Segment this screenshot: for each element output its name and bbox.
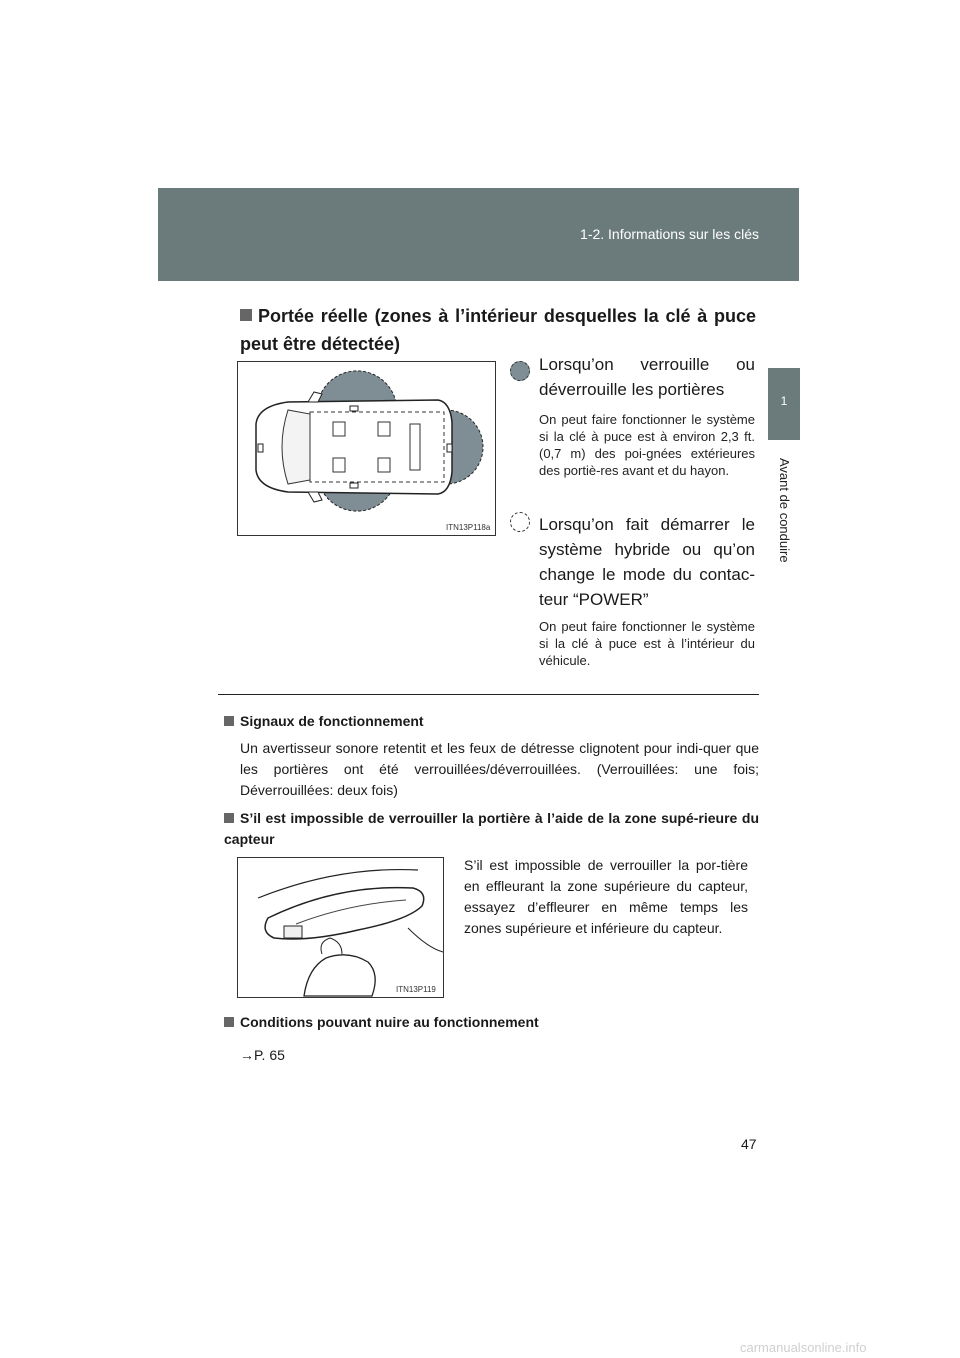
figure-code: ITN13P119: [396, 985, 436, 994]
square-bullet-icon: [224, 813, 234, 823]
page-reference-link[interactable]: →P. 65: [240, 1047, 285, 1063]
note-title-conditions: [224, 1012, 759, 1033]
section-divider: [218, 694, 759, 695]
chapter-number: 1: [780, 394, 788, 408]
square-bullet-icon: [240, 309, 252, 321]
note-title-text: S’il est impossible de verrouiller la portière à l’aide de la zone supé-rieure du capteur: [224, 810, 759, 847]
section-title: [240, 302, 756, 358]
door-handle-figure: [237, 857, 444, 998]
section-header: [158, 188, 799, 281]
square-bullet-icon: [224, 716, 234, 726]
square-bullet-icon: [224, 1017, 234, 1027]
note-title-text: Conditions pouvant nuire au fonctionnement: [240, 1014, 539, 1030]
legend-title-outer: Lorsqu’on verrouille ou déverrouille les portières: [539, 355, 755, 399]
footer-watermark: carmanualsonline.info: [740, 1340, 867, 1355]
chapter-label: [768, 440, 800, 600]
note-title-text: Signaux de fonctionnement: [240, 713, 424, 729]
note-title-sensor: [224, 808, 759, 850]
interior-zone-legend-icon: [510, 512, 530, 532]
page-number: 47: [741, 1136, 757, 1152]
section-header-title: 1-2. Informations sur les clés: [580, 226, 759, 242]
door-handle-illustration: [238, 858, 443, 997]
car-range-figure: [237, 361, 496, 536]
chapter-label-text: Avant de conduire: [777, 458, 792, 563]
car-topview-illustration: [238, 362, 495, 535]
section-title-text: Portée réelle (zones à l’intérieur desquelles la clé à puce peut être détectée): [240, 306, 756, 354]
legend-desc-outer: On peut faire fonctionner le système si la clé à puce est à environ 2,3 ft. (0,7 m) des poi-gnées extérieures des portiè-res avant et du hayon.: [539, 412, 755, 478]
note-title-signals: [224, 711, 759, 732]
legend-desc-interior: On peut faire fonctionner le système si la clé à puce est à l’intérieur du véhicule.: [539, 619, 755, 668]
figure-code: ITN13P118a: [446, 523, 491, 532]
legend-title-interior: Lorsqu’on fait démarrer le système hybride ou qu’on change le mode du contac-teur “POWER”: [539, 515, 755, 609]
outer-zone-legend-icon: [510, 361, 530, 381]
note-body-signals: Un avertisseur sonore retentit et les feux de détresse clignotent pour indi-quer que les portières ont été verrouillées/déverrouillées. (Verrouillées: une fois; Déverrouillées: deux fois): [240, 740, 759, 798]
note-body-sensor: S’il est impossible de verrouiller la por-tière en effleurant la zone supérieure du capteur, essayez d’effleurer en même temps les zones supérieure et inférieure du capteur.: [464, 857, 748, 936]
